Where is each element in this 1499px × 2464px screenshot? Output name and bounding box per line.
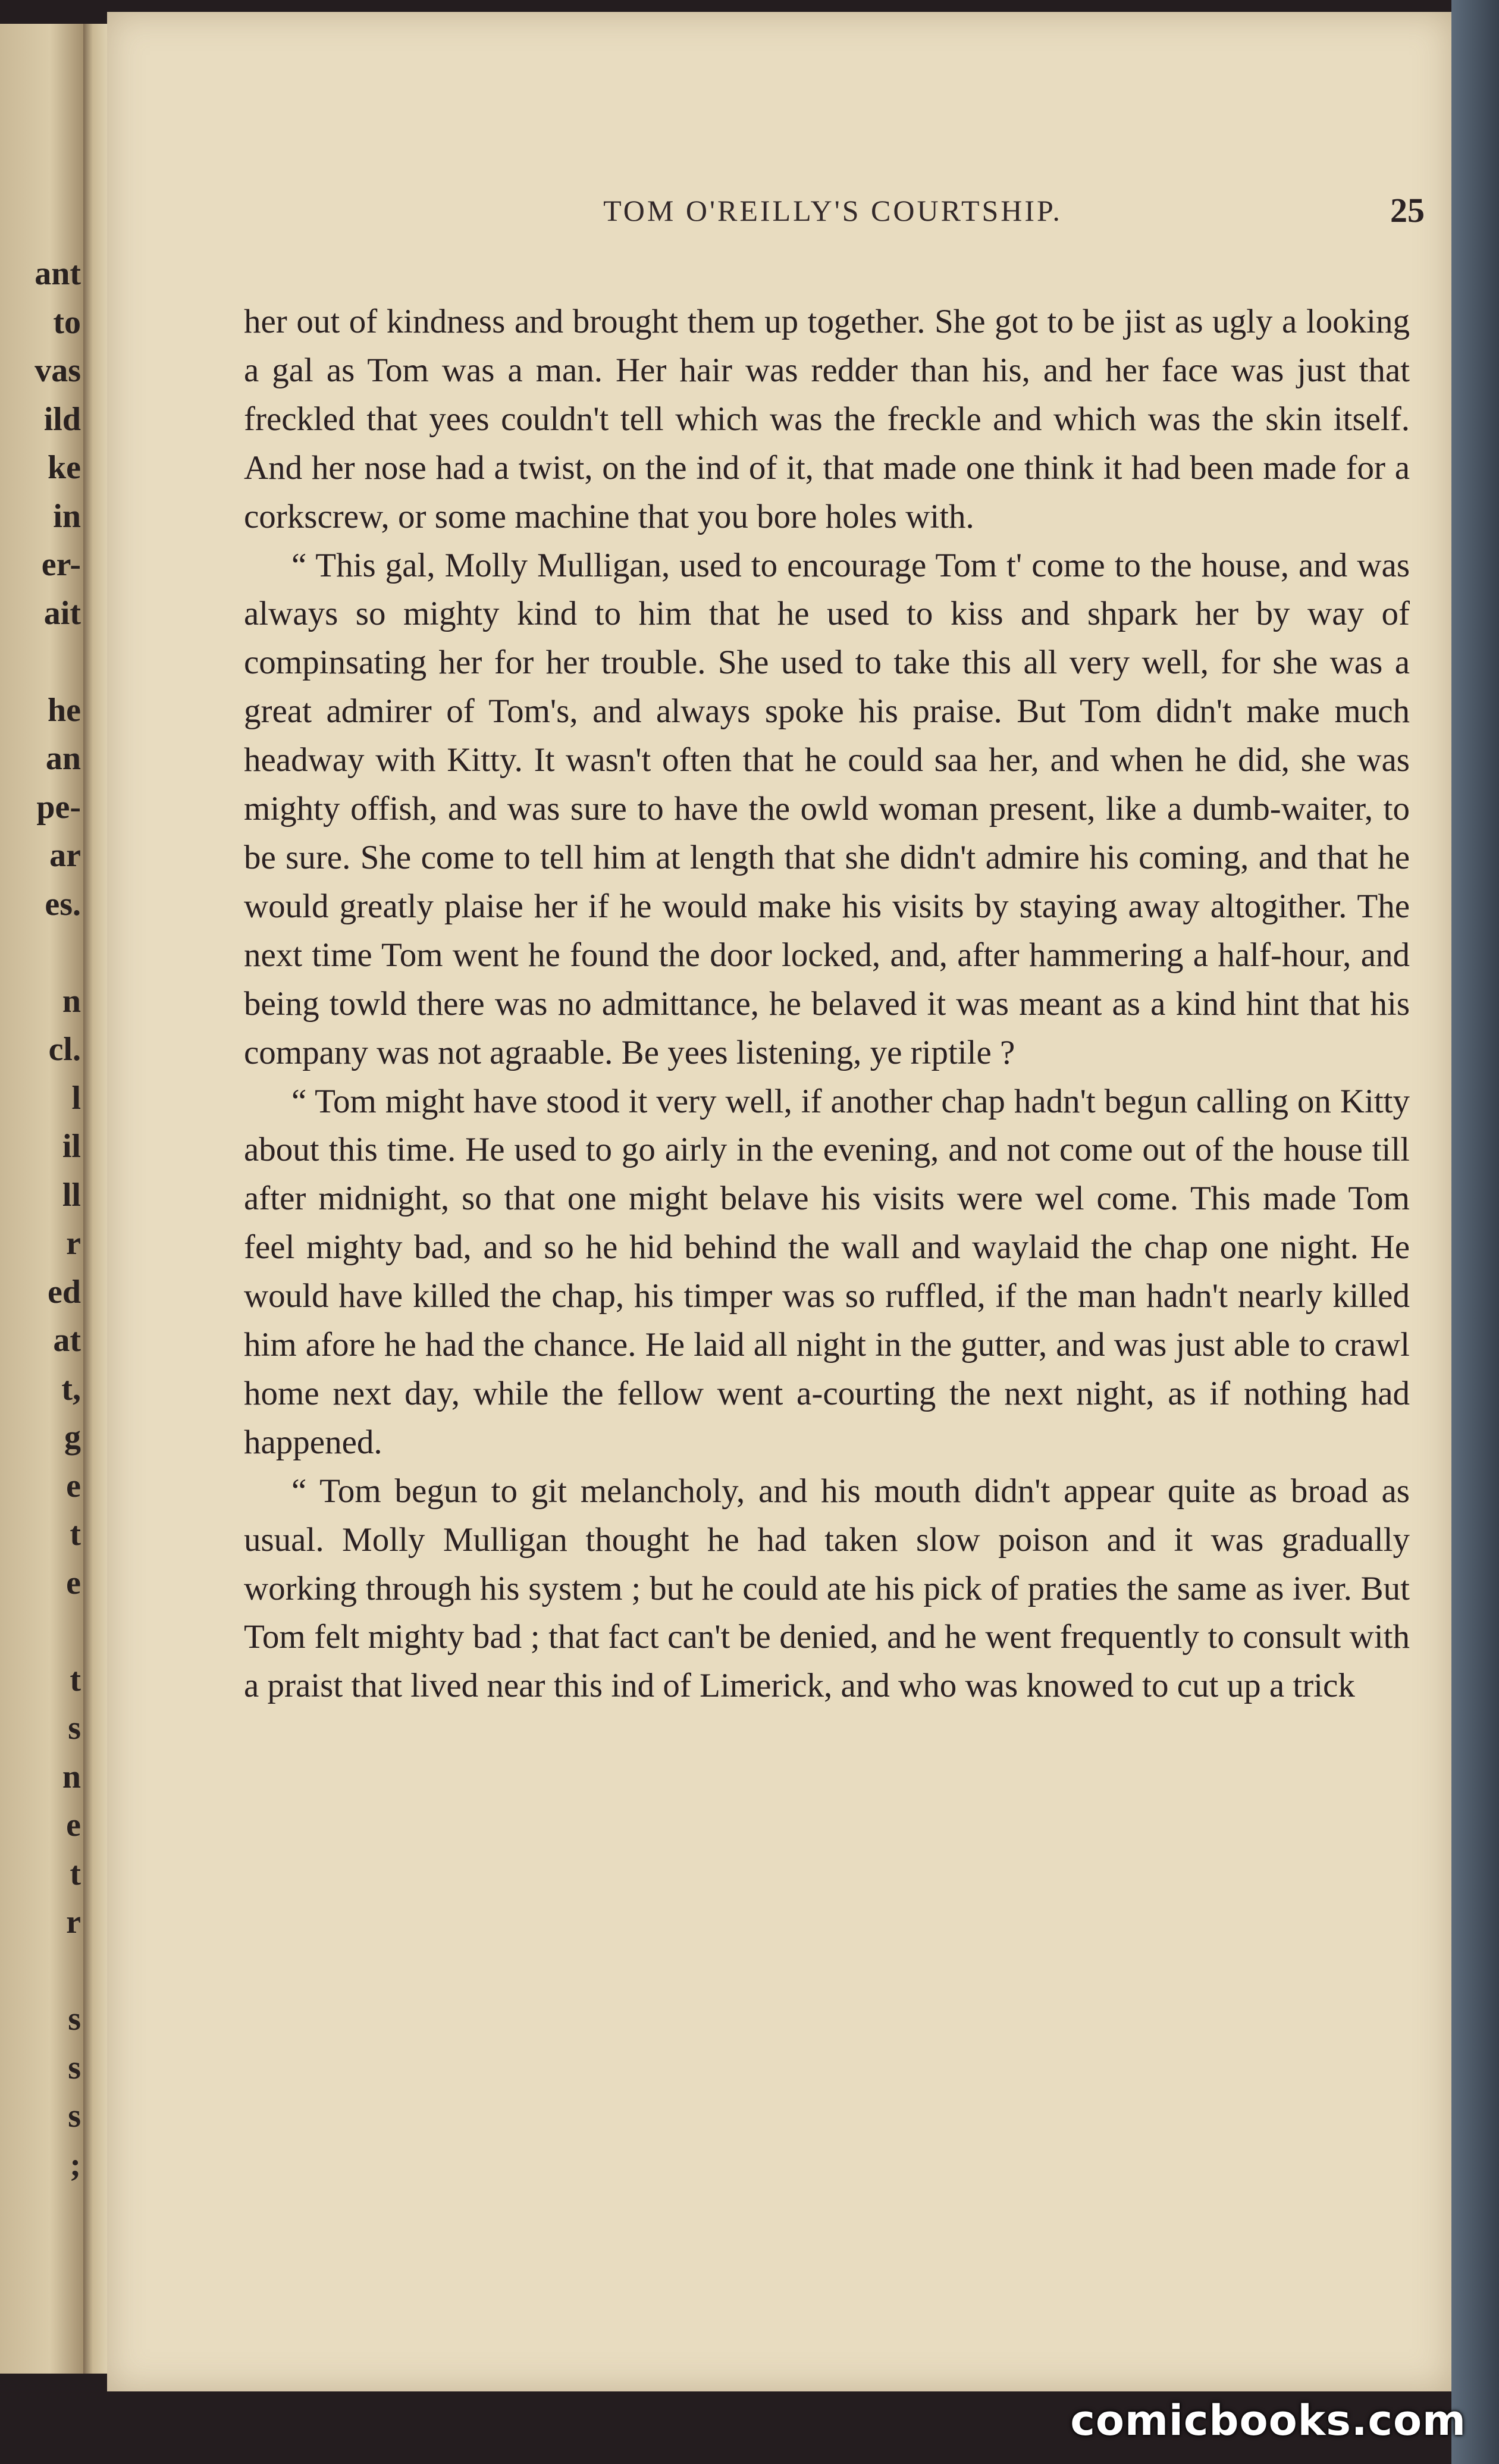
paragraph: “ Tom begun to git melancholy, and his mouth didn't appear quite as broad as usual. Molly Mulligan thought he had taken slow poison and it was gradually working through his system ; but he could ate his pick of praties the same as iver. But Tom felt mighty bad ; that fact can't be denied, and he went frequently to consult with a praist that lived near this ind of Limerick, and who was knowed to cut up a trick [244, 1472, 1410, 1705]
facing-page-fragment [4, 1947, 81, 1995]
book-gutter [83, 24, 107, 2374]
facing-page-fragment: s [68, 2098, 81, 2134]
paragraph: “ Tom might have stood it very well, if another chap hadn't begun calling on Kitty about this time. He used to go airly in the evening, and not come out of the house till after midnight, so that one might belave his visits were wel come. This made Tom feel mighty bad, and so he hid behind the wall and waylaid the chap one night. He would have killed the chap, his timper was so ruffled, if the man hadn't nearly killed him afore he had the chance. He laid all night in the gutter, and was just able to crawl home next day, while the fellow went a-courting the next night, as if nothing had happened. [244, 1082, 1410, 1461]
facing-page-fragment: s [68, 1710, 81, 1747]
facing-page-fragment: pe- [36, 788, 81, 826]
running-head: TOM O'REILLY'S COURTSHIP. [603, 194, 1062, 227]
facing-page-fragment: he [48, 691, 81, 729]
facing-page-fragment: t, [61, 1370, 81, 1407]
facing-page-fragment: g [64, 1419, 81, 1456]
facing-page-fragment [4, 638, 81, 686]
facing-page-fragment: s [68, 2049, 81, 2086]
facing-page-fragment: ll [62, 1176, 81, 1214]
facing-page-fragment: vas [35, 352, 81, 389]
facing-page-fragment: an [45, 740, 81, 777]
facing-page-fragment: e [66, 1807, 81, 1844]
paragraph: her out of kindness and brought them up together. She got to be jist as ugly a looking a gal as Tom was a man. Her hair was redder than his, and her face was just that freckled that yees couldn't tell which was the freckle and which was the skin itself. And her nose had a twist, on the ind of it, that made one think it had been made for a corkscrew, or some machine that you bore holes with. [244, 303, 1410, 535]
scan-right-edge [1451, 0, 1499, 2464]
facing-page-fragment: ant [35, 255, 81, 292]
facing-page-fragment: er- [41, 546, 81, 583]
facing-page-fragment: ; [70, 2146, 81, 2183]
facing-page-fragment: e [66, 1564, 81, 1601]
facing-page-fragment: s [68, 2001, 81, 2037]
facing-page-fragment [4, 929, 81, 977]
facing-page-fragment: ar [49, 837, 81, 874]
facing-page-fragment: at [53, 1322, 81, 1359]
facing-page-fragment: r [66, 1904, 81, 1941]
facing-page-fragment: n [62, 982, 81, 1020]
facing-page-fragment: ke [48, 449, 81, 486]
facing-page-fragment: n [62, 1758, 81, 1795]
book-page [107, 12, 1451, 2391]
facing-page-fragment: to [53, 303, 81, 341]
facing-page-fragment: ed [48, 1273, 81, 1311]
facing-page-fragment: t [70, 1516, 81, 1553]
watermark: comicbooks.com [1070, 2396, 1466, 2445]
facing-page-fragment: ait [43, 594, 81, 632]
facing-page-fragment: e [66, 1467, 81, 1504]
facing-page-fragment: t [70, 1855, 81, 1892]
facing-page-edge [0, 24, 83, 2374]
facing-page-fragment: es. [45, 885, 81, 923]
facing-page-fragment [4, 1607, 81, 1656]
facing-page-fragment: l [71, 1079, 81, 1117]
body-text [244, 297, 1410, 1710]
facing-page-fragment: ild [43, 400, 81, 438]
facing-page-fragment: il [62, 1128, 81, 1165]
page-number: 25 [1390, 191, 1425, 230]
facing-page-fragment: cl. [48, 1031, 81, 1068]
facing-page-fragment: in [53, 497, 81, 535]
paragraph: “ This gal, Molly Mulligan, used to encourage Tom t' come to the house, and was always so mighty kind to him that he used to kiss and shpark her by way of compinsating her for her trouble. She used to take this all very well, for she was a great admirer of Tom's, and always spoke his praise. But Tom didn't make much headway with Kitty. It wasn't often that he could saa her, and when he did, she was mighty offish, and was sure to have the owld woman present, like a dumb-waiter, to be sure. She come to tell him at length that she didn't admire his coming, and that he would greatly plaise her if he would make his visits by staying away altogither. The next time Tom went he found the door locked, and, after hammering a half-hour, and being towld there was no admittance, he belaved it was meant as a kind hint that his company was not agraable. Be yees listening, ye riptile ? [244, 546, 1410, 1071]
facing-page-fragment: t [70, 1661, 81, 1698]
facing-page-fragment: r [66, 1225, 81, 1262]
